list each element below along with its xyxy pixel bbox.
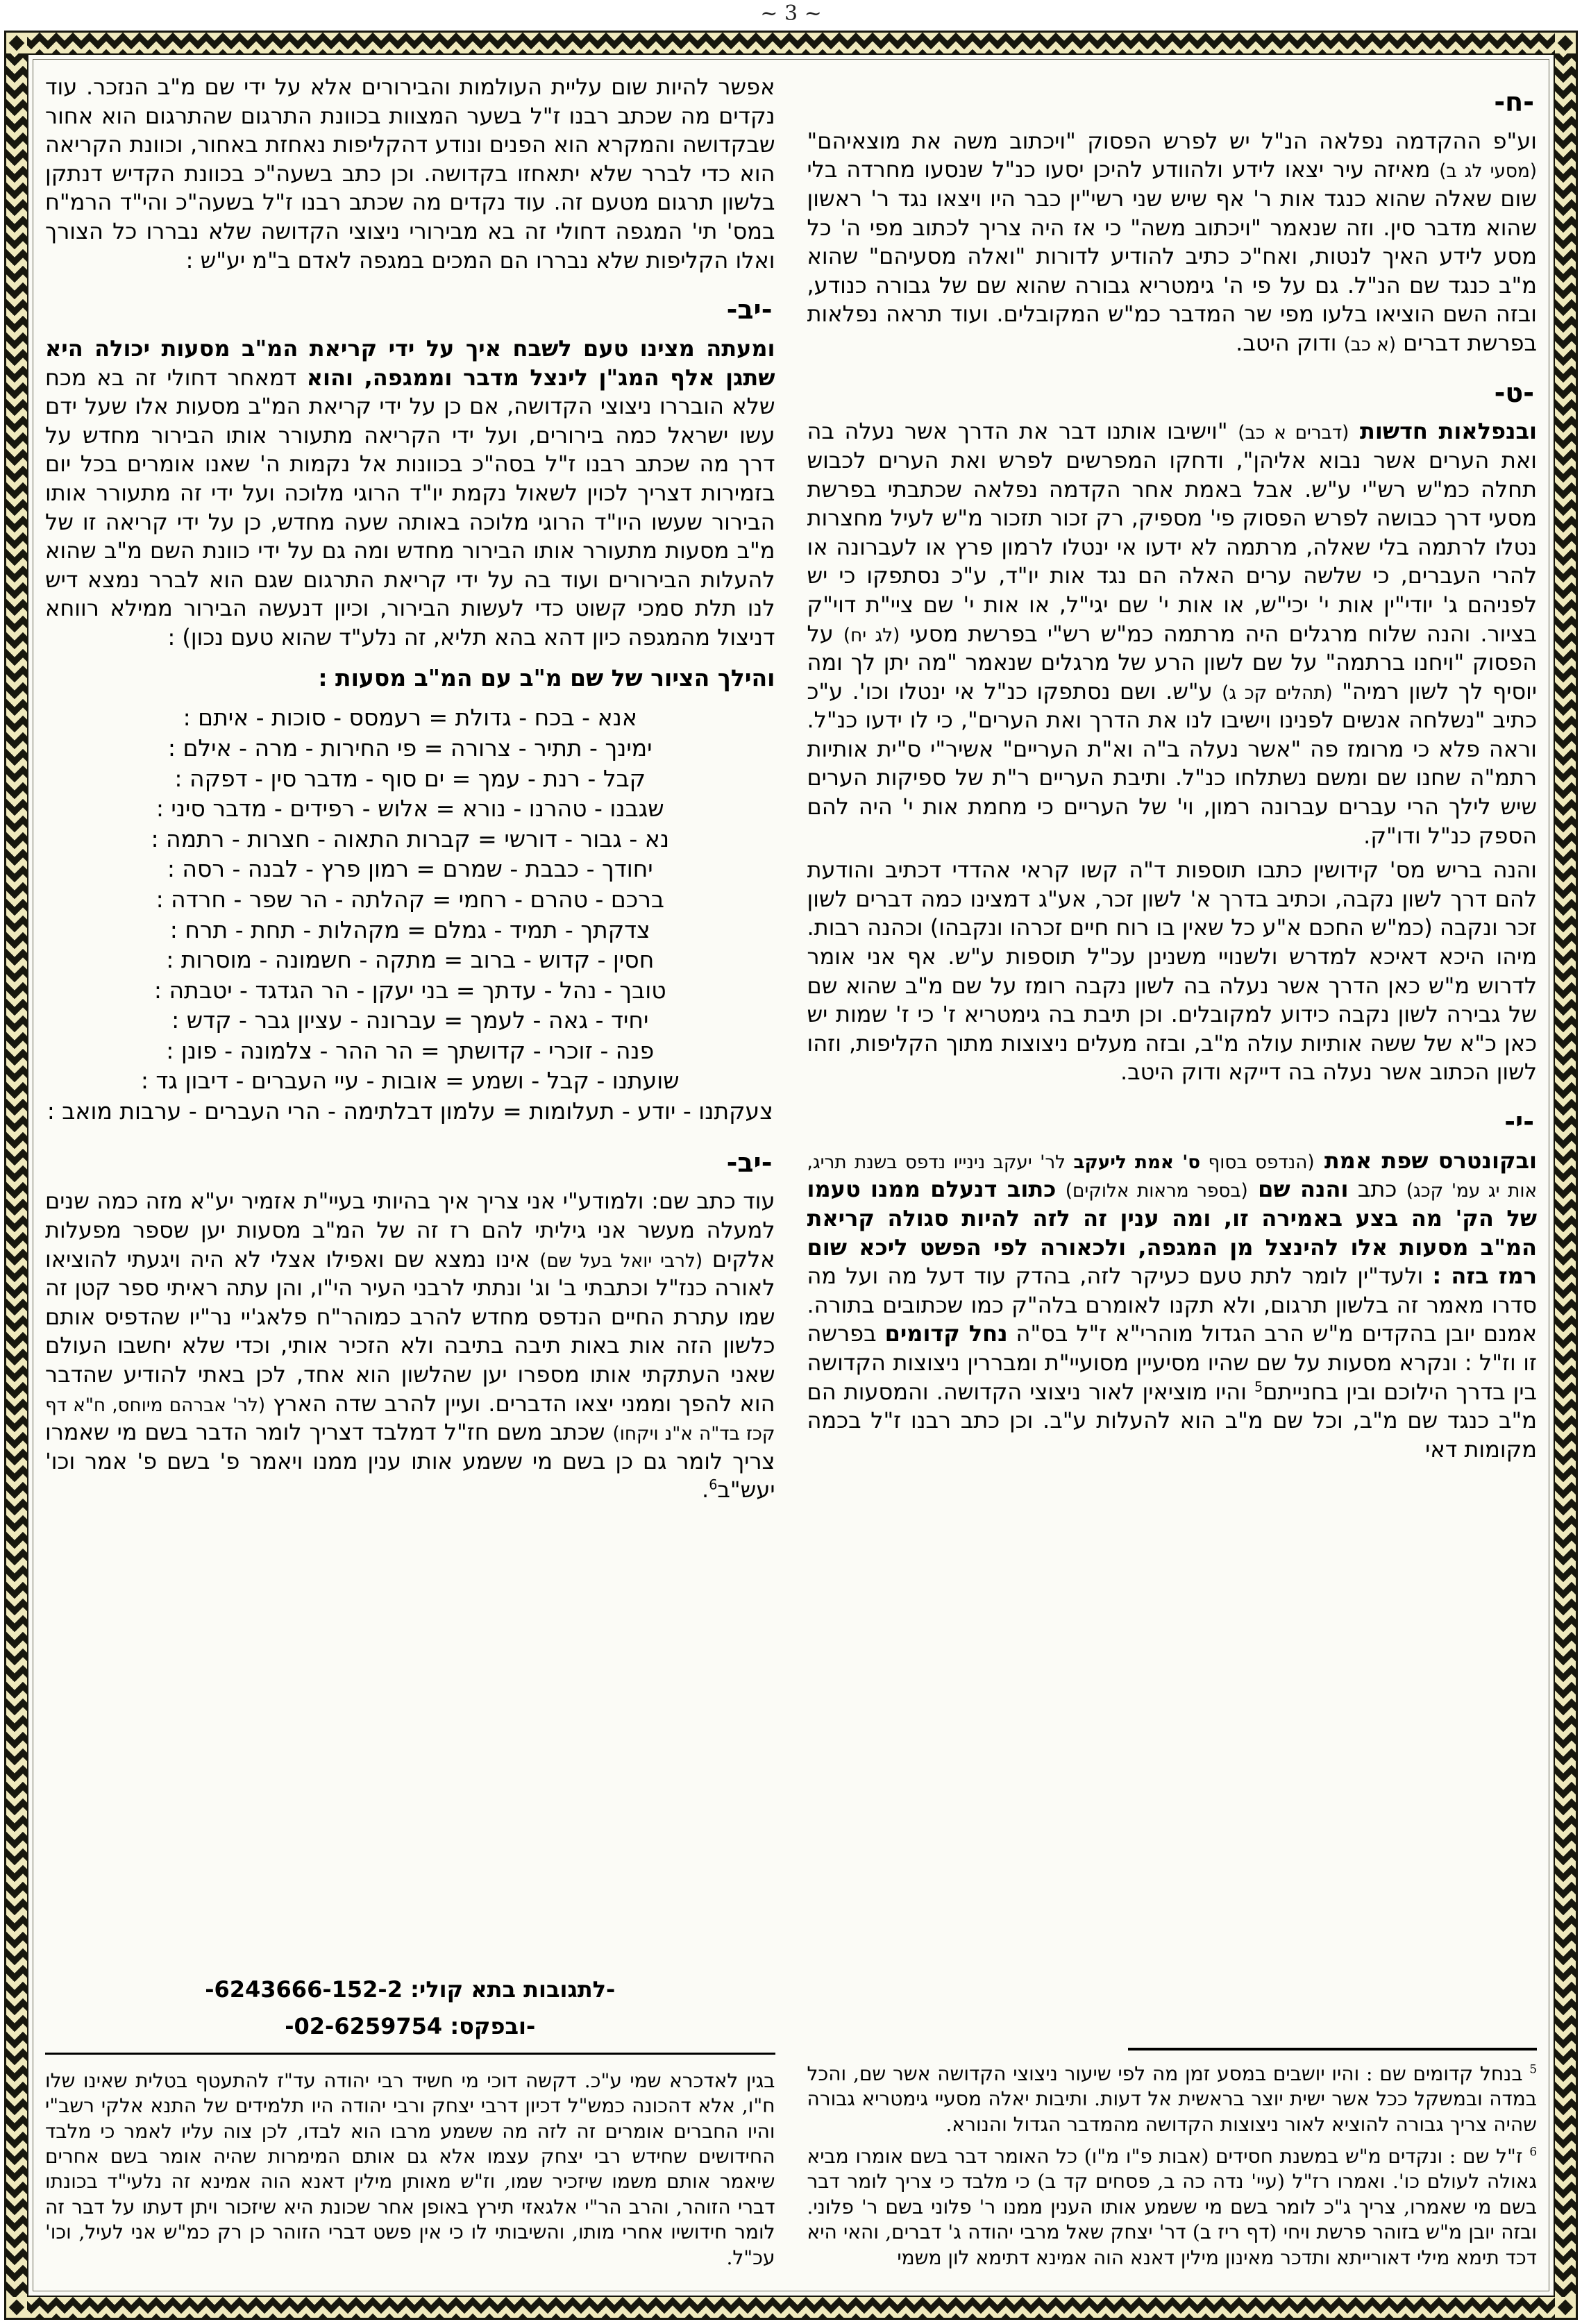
masa-list-item: אנא - בכח - גדולת = רעמסס - סוכות - איתם : [183,704,637,732]
text-run: . [702,1476,709,1504]
border-corner-ornament [6,2297,27,2318]
border-ornament-left [6,33,27,2318]
text-run: ובנפלאות חדשות [1349,418,1537,445]
masa-list-item: צעקתנו - יודע - תעלומות = עלמון דבלתימה - הרי העברים - ערבות מואב : [47,1097,773,1125]
text-run: והנה בריש מס' קידושין כתבו תוספות ד"ה קשו קראי אהדדי דכתיב והודעת להם דרך לשון נקבה, וכתיב בדרך א' לשון זכר, אע"ג דמצינו כמה דברים לשון זכר ונקבה (כמ"ש החכם א"ע כל שאין בו רוח חיים זכרהו ונקבהו) וכהנה רבות. מיהו היכא דאיכא למדרש ולשנויי משנינן עכ"ל תוספות ע"ש. אף אני אומר לדרוש מ"ש כאן הדרך אשר נעלה בה לשון נקבה רומז על שם מ"ב שהוא שם של גבירה לשון נקבה כידוע למקובלים. וכן תיבת בה גימטריא ז' כי ז' שמות יש כאן כ"א של ששה אותיות עולה מ"ב, ובזה מעלים ניצוצות מתוך הקליפות, וזהו לשון הכתוב אשר נעלה בה דייקא ודוק היטב. [807,857,1537,1086]
text-run: מאיזה עיר יצאו לידע ולהוודע להיכן יסעו כנ"ל שנסעו מחרדה בלי שום שאלה שהוא כנגד אות ר' אף שיש שני רשי"ין כבר היו ויצאו נגד ר' ראשון שהוא מדבר סין. וזה שנאמר "ויכתוב משה" כי אז היה צריך לכתוב מפי ה' כל מסע לידע האיך לנטות, ואח"כ כתיב להודיע לדורות "ואלה מסעיהם" שהוא מ"ב כנגד שם הנ"ל. גם על פי ה' גימטריא גבורה שהוא שם של גבורה כנודע, ובזה השם הוציאו בלעו מפי שר המדבר כמ"ש המקובלים. ועוד תראה נפלאות בפרשת דברים [807,156,1537,356]
text-run: "וישיבו אותנו דבר את הדרך אשר נעלה בה ואת הערים אשר נבוא אליהן", ודחקו המפרשים לפרש ואת הערים לכבוש תחלה כמ"ש רש"י ע"ש. אבל באמת אחר הקדמה נפלאה שכתבתי בפרשת מסעי דרך כבושה לפרש הפסוק פי' מספיק, רק זכור תזכור מ"ש לעיל מחצרות נטלו לרתמה בלי שאלה, מרתמה לא ידעו אי ינטלו לרמון פרץ או לעברונה או להרי העברים, כי שלשה ערים האלה הם נגד אות יו"ד, ע"כ נסתפקו כי יש לפניהם ג' יודי"ין אות י' יכי"ש, או אות י' שם יגי"ל, או אות י' שם ציי"ת דוי"ק בציור. והנה שלוח מרגלים היה מרתמה כמ"ש רש"י בפרשת מסעי [807,418,1537,647]
text-run: (דברים א כב) [1238,423,1349,444]
text-run: ז"ל שם : ונקדים מ"ש במשנת חסידים (אבות פ"ו מ"ו) כל האומר דבר בשם אומרו מביא גאולה לעולם כו'. ואמרו רז"ל (עיי' נדה כה ב, פסחים קד ב) כי מלבד כי צריך לומר דבר בשם מי שאמרו, צריך ג"כ לומר בשם מי ששמע אותו הענין ממנו ר' פלוני בשם ר' פלוני. ובזה יובן מ"ש בזוהר פרשת ויחי (דף ריז ב) דר' יצחק שאל מרבי יהודה ג' דברים, והאי היא דכד תימא מילי דאורייתא ותדכר מאינון מילין דאנא הוה אמינא דתימא לון משמי [807,2145,1537,2269]
paragraph-yod [807,1147,1538,1465]
section-header-yod: -י- [1504,1106,1534,1137]
text-run: אפשר להיות שום עליית העולמות והבירורים אלא על ידי שם מ"ב הנזכר. עוד נקדים מה שכתב רבנו ז"ל בשער המצוות בכוונת התרגום שהתרגום הוא אחור שבקדושה והמקרא הוא הפנים ונודע דהקליפות נאחזת באחור, וכוונת הקריאה הוא כדי לברר שלא יתאחזו בקדושה. וכן כתב בשעה"כ בכוונת הקדיש דנתקן בלשון תרגום מטעם זה. עוד נקדים מה שכתב רבנו ז"ל בשעה"כ והי"ד הרמ"ח במס' תי' המגפה דחולי זה בא מבירורי ניצוצי הקדושה שלא נבררו כל הצורך ואלו הקליפות שלא נבררו הם המכים במגפה לאדם ב"מ יע"ש : [45,74,775,273]
decorative-frame [4,31,1578,2320]
border-ornament-top [6,33,1576,53]
masa-list-item: יחיד - גאה - לעמך = עברונה - עציון גבר - קדש : [171,1007,649,1034]
text-run: שכתב משם חז"ל דמלבד דצריך לומר הדבר בשם מי שאמרו צריך לומר גם כן בשם מי ששמע אותו ענין ממנו ויאמר פ' בשם פ' אמר וכו' יעש"ב [45,1419,775,1504]
text-run: והנה שם [1247,1176,1349,1203]
text-run: (לג יח) [843,625,900,646]
border-corner-ornament [6,33,27,53]
text-run: (לרבי יואל בעל שם) [539,1250,703,1272]
text-run: דמאחר דחולי זה בא מכח שלא הובררו ניצוצי הקדושה, אם כן על ידי קריאת המ"ב מסעות אלו שעל ידם עשו ישראל כמה בירורים, ועל ידי הקריאה מתעורר אותו הבירור מחדש על דרך מה שכתב רבנו ז"ל בסה"כ בכוונות אל נקמות ה' שאנו אומרים בכל יום בזמירות דצריך לכוין לשאול נקמת יו"ד הרוגי מלוכה ועל ידי זה מתעורר אותו הבירור שעשו היו"ד הרוגי מלוכה באותה שעה מחדש, כן על ידי קריאה זו של מ"ב מסעות מתעורר אותו הבירור מחדש ומה גם על ידי כוונת השם מ"ב שהוא להעלות הבירורים ועוד בה על ידי קריאת התרגום שגם הוא לברר נמצא דיש לנו תלת סמכי קשוט כדי לעשות הבירור, וכיון דנעשה הבירור ממילא רווחא דניצול מהמגפה כיון דהא בהא תליא, זה נלע"ד שהוא טעם נכון) : [45,364,775,650]
text-run: אינו נמצא שם ואפילו אצלי לא היה ויגעתי להוציאו לאורה כנז"ל וכתבתי ב' וג' ונתתי לרבני העיר הי"ו, והן עתה ראיתי ספר קטן זה שמו עתרת החיים הנדפס מחדש להרב כמוהר"ח פלאג'יי נר"יו שהדפיס אותם כלשון הזה אות באות תיבה בתיבה ולא הזכיר אותי, וכדי שלא יחשבו העולם שאני העתקתי אותו מספרו יען שהלשון הוא אחד, לכן באתי להודיע שהדבר הוא להפך וממני יצאו הדברים. ועיין להרב שדה הארץ [45,1245,775,1417]
text-run: ס' אמת ליעקב [1073,1152,1201,1173]
text-run: כתוב דנעלם ממנו טעמו של הק' מה בצע באמירה זו, ומה ענין זה לזה להיות סגולה קריאת המ"ב מסעות אלו להינצל מן המגפה, ולכאורה לפי הפשט ליכא שום רמז בזה : [807,1176,1537,1290]
footnote-ref: 6 [1529,2144,1537,2159]
text-run: (הנדפס בסוף [1200,1152,1315,1173]
text-run: על הפסוק "ויחנו ברתמה" על שם לשון הרע של מרגלים שנאמר "מה יתן לך ומה יוסיף לך לשון רמיה" [807,620,1537,705]
text-run: עוד כתב שם: ולמודע"י אני צריך איך בהיותי בעיי"ת אזמיר יע"א מזה כמה שנים למעלה מעשר אני גיליתי להם רז זה של המ"ב מסעות יען שספר מפעלות אלקים [45,1188,775,1272]
text-run: (לר' אברהם מיוחס, ח"א דף קכז בד"ה א"נ ויקחו) [45,1395,775,1445]
text-run: (תהלים קכ ג) [1222,682,1333,704]
text-run: כתב [1348,1176,1406,1203]
border-ornament-bottom [6,2297,1576,2318]
masa-list-item: ימינך - תתיר - צרורה = פי החירות - מרה - אילם : [167,734,653,762]
masa-list-item: חסין - קדוש - ברוב = מתקה - חשמונה - מוסרות : [166,946,655,974]
text-run: בגין לאדכרא שמי ע"כ. דקשה דוכי מי חשיד רבי יהודה עד"ז להתעטף בטלית שאינו שלו ח"ו, אלא דהכונה כמש"ל דכיון דרבי יצחק ורבי יהודה היו תלמידים של התנא אלקי רשב"י והיו החברים אומרים זה לזה מה ששמע מרבו הוא לבדו, לכן צוה עליו לאמר כי מלבד החידושים שחידש רבי יצחק עצמו אלא גם אותם המימרות שהיה אומר בשם אחרים שיאמר אותם משמו שיזכיר שמו, וז"ש מאותן מילין דאנא הוה אמינא זה נלעי"ד בכונתו דברי הזוהר, והרב הר"י אלגאזי תירץ באופן אחר שכונת היא שיזכור ויתן דעתו על דבר זה לומר חידושיו אחרי מותו, והשיבותי לו כי אין פשט דברי הזוהר כן רק כמ"ש אני לעיל, וכו' עכ"ל. [45,2069,775,2269]
masaot-diagram-title: והילך הציור של שם מ"ב עם המ"ב מסעות : [318,664,775,692]
voicemail-line: -לתגובות בתא קולי: 6243666-152-2- [205,1976,616,2003]
masa-list-item: ברכם - טהרם - רחמי = קהלתה - הר שפר - חרדה : [155,885,664,913]
text-run: ודוק היטב. [1236,329,1344,356]
border-corner-ornament [1555,2297,1576,2318]
text-run: ע"ש. ושם נסתפקו כנ"ל אי ינטלו וכו'. ע"כ כתיב "נשלחה אנשים לפנינו וישיבו לנו את הדרך ואת הערים", כי לו ידעו כנ"ל. וראה פלא כי מרומז פה "אשר נעלה ב"ה וא"ת העריים" אשיר"י ס"ית אותיות רתמ"ה שחנו שם ומשם נשתלחו כנ"ל. ותיבת העריים ר"ת של ספיקות הערים שיש לילך הרי עברים עברונה רמון, וי' של העריים כי מחמת אות י' היה להם הספק כנ"ל ודו"ק. [807,677,1537,849]
masa-list-item: קבל - רנת - עמך = ים סוף - מדבר סין - דפקה : [174,764,646,792]
footnote-6 [807,2144,1538,2271]
footnotes-right-group [807,2035,1538,2277]
section-header-yudbet-2: -יב- [726,1147,773,1178]
masa-list-item: שועתנו - קבל - ושמע = אובות - עיי העברים - דיבון גד : [140,1067,680,1095]
text-run: (בספר מראות אלוקים) [1065,1181,1248,1202]
column-right [807,73,1538,2277]
paragraph-yudbet-2 [45,1187,775,1505]
masaot-name-list [45,702,775,1126]
footnote-separator-left [45,2053,775,2055]
fax-line: -ובפקס: 02-6259754- [285,2012,536,2039]
text-run: בנחל קדומים שם : והיו יושבים במסע זמן מה לפי שיעור ניצוצי הקדושה אשר שם, והכל במדה ובמשקל ככל אשר ישית יוצר בראשית אל דעות. ותיבות יאלה מסעיי גימטריא גבורה שהיה צריך גבורה להוציא לאור ניצוצות הקדושה מהמדבר הגדול והנורא. [807,2062,1537,2136]
footnote-ref: 5 [1529,2062,1537,2076]
text-run: ומעתה מצינו טעם לשבח איך על ידי קריאת המ"ב מסעות יכולה היא שתגן אלף המג"ן לינצל מדבר וממגפה, והוא [45,335,775,391]
footnote-ref: 6 [709,1476,718,1493]
section-header-chet: -ח- [1494,87,1534,117]
footnote-ref: 5 [1254,1378,1263,1395]
text-run [1056,1176,1065,1202]
page-number: ~ 3 ~ [760,1,822,26]
border-ornament-right [1555,33,1576,2318]
paragraph-tet-1 [807,417,1538,850]
section-header-yudbet-1: -יב- [726,294,773,326]
footnote-separator-right [1128,2048,1537,2051]
masa-list-item: נא - גבור - דורשי = קברות התאוה - חצרות - רתמה : [151,825,670,852]
masa-list-item: יחודך - כבבת - שמרם = רמון פרץ - לבנה - רסה : [167,855,653,883]
text-run: ובקונטרס שפת אמת [1314,1147,1537,1174]
text-run: והיו מוציאין לאור ניצוצי הקדושה. והמסעות הם מ"ב כנגד שם מ"ב, וכל שם מ"ב הוא להעלות ע"ב. וכן כתב רבנו ז"ל בכמה מקומות דאי [807,1378,1537,1463]
paragraph-chet [807,127,1538,358]
section-header-tet: -ט- [1494,377,1534,408]
paragraph-tet-2 [807,856,1538,1087]
masa-list-item: צדקתך - תמיד - גמלם = מקהלות - תחת - תרח : [169,916,650,943]
masa-list-item: שגבנו - טהרנו - נורא = אלוש - רפידים - מדבר סיני : [155,795,664,823]
border-corner-ornament [1555,33,1576,53]
text-run: נחל קדומים [884,1320,1008,1347]
page-content [37,63,1545,2287]
footnote-6-continuation [45,2069,775,2271]
text-run: לר' יעקב נינייו נדפס בשנת תריג, אות יג עמ' קכג) [807,1152,1537,1202]
text-run: (מסעי לג ב) [1439,161,1537,183]
masa-list-item: פנה - זוכרי - קדושתך = הר ההר - צלמונה - פונן : [166,1036,655,1064]
column-left [45,73,775,2277]
paragraph-continuation [45,73,775,275]
text-run: ולעד"ין לומר לתת טעם כעיקר לזה, בהדק עוד דעל מה ועל מה סדרו מאמר זה בלשון תרגום, ולא תקנו לאומרם בלה"ק כמו שכתובים בתורה. אמנם יובן בהקדים מ"ש הרב הגדול מוהרי"א ז"ל בס"ה [807,1263,1537,1347]
column-left-footer [45,1968,775,2278]
text-run: (א כב) [1343,334,1396,355]
footnote-5 [807,2062,1538,2137]
text-run: וע"פ ההקדמה נפלאה הנ"ל יש לפרש הפסוק "ויכתוב משה את מוצאיהם" [807,127,1537,154]
masa-list-item: טובך - נהל - עדתך = בני יעקן - הר הגדגד - יטבתה : [153,976,666,1004]
paragraph-yudbet-1 [45,335,775,652]
text-run: בפרשה זו וז"ל : ונקרא מסעות על שם שהיו מסיעיין מסועיי"ת ומבררין ניצוצות הקדושה בין בדרך הילוכם ובין בחנייתם [807,1320,1537,1405]
